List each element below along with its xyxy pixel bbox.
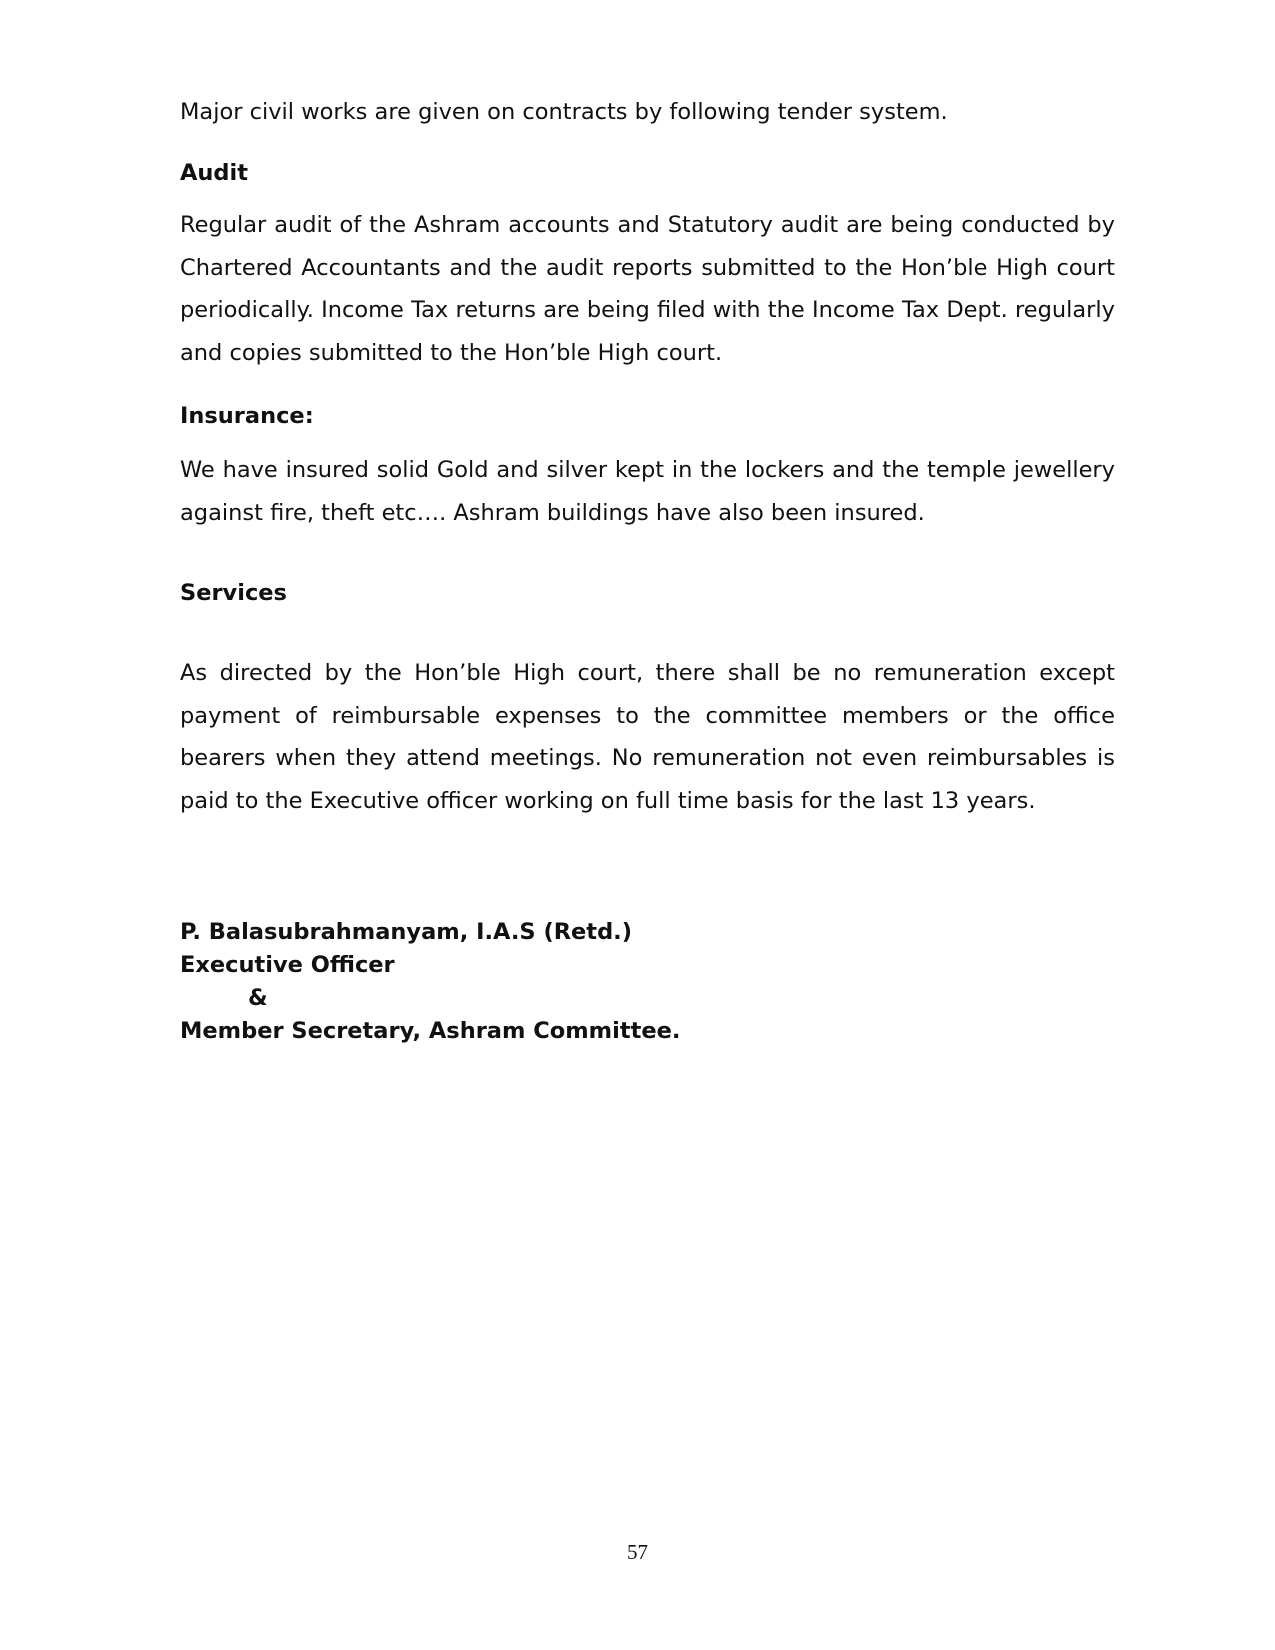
- intro-paragraph: Major civil works are given on contracts by following tender system.: [180, 99, 948, 125]
- signatory-role: Member Secretary, Ashram Committee.: [180, 1018, 681, 1044]
- signatory-title: Executive Officer: [180, 952, 395, 978]
- signatory-ampersand: &: [248, 985, 268, 1011]
- audit-paragraph: Regular audit of the Ashram accounts and Statutory audit are being conducted by Chartered Accountants and the audit reports submitted to the Hon’ble High court periodically. Income Tax returns are being filed with the Income Tax Dept. regularly and copies submitted to the Hon’ble High court.: [180, 212, 1115, 366]
- services-paragraph: As directed by the Hon’ble High court, there shall be no remuneration except payment of reimbursable expenses to the committee members or the office bearers when they attend meetings. No remuneration not even reimbursables is paid to the Executive officer working on full time basis for the last 13 years.: [180, 660, 1115, 814]
- services-heading: Services: [180, 580, 287, 606]
- audit-heading: Audit: [180, 160, 249, 186]
- insurance-heading: Insurance:: [180, 403, 314, 429]
- insurance-paragraph: We have insured solid Gold and silver kept in the lockers and the temple jewellery against fire, theft etc…. Ashram buildings have also been insured.: [180, 457, 1115, 526]
- signature-block: [180, 916, 1115, 1048]
- signatory-name: P. Balasubrahmanyam, I.A.S (Retd.): [180, 919, 632, 945]
- page-number: 57: [627, 1540, 648, 1564]
